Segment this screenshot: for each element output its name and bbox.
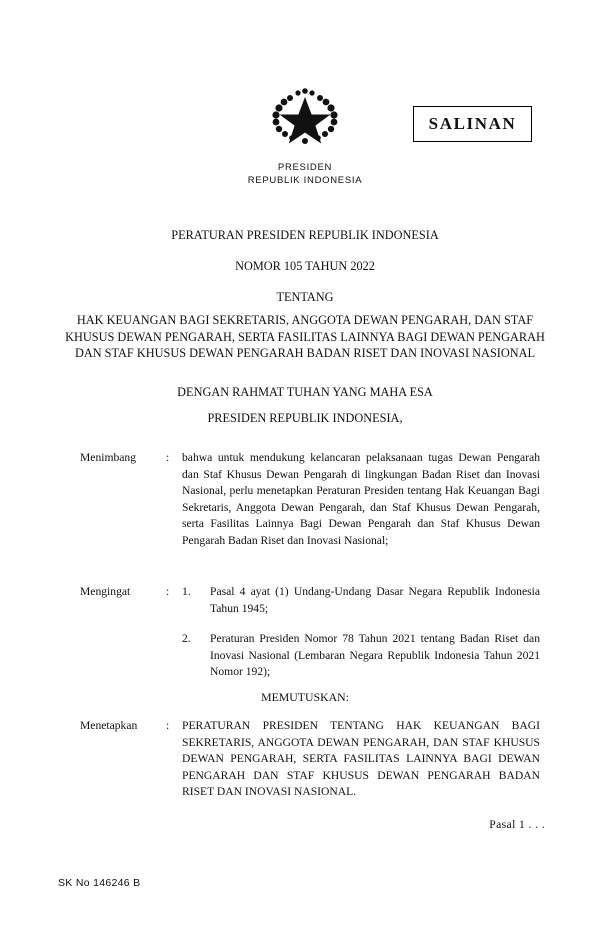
mengingat-label: Mengingat [80, 585, 131, 598]
presiden-line: PRESIDEN REPUBLIK INDONESIA, [207, 411, 403, 425]
rahmat-line: DENGAN RAHMAT TUHAN YANG MAHA ESA [177, 385, 433, 399]
title-line-1: PERATURAN PRESIDEN REPUBLIK INDONESIA [171, 228, 439, 242]
emblem-caption-line1: PRESIDEN [277, 162, 333, 173]
clause-mengingat [80, 584, 540, 681]
menimbang-label: Menimbang [80, 451, 137, 464]
garuda-star-wreath-emblem [264, 86, 346, 148]
clause-menimbang [80, 450, 540, 550]
title-line-3: TENTANG [276, 290, 334, 304]
mengingat-list [182, 584, 540, 681]
list-item-number: 2. [182, 632, 191, 646]
menetapkan-text: PERATURAN PRESIDEN TENTANG HAK KEUANGAN BAGI SEKRETARIS, ANGGOTA DEWAN PENGARAH, DAN STAF KHUSUS DEWAN PENGARAH, SERTA FASILITAS LAINNYA BAGI DEWAN PENGARAH DAN STAF KHUSUS DEWAN PENGARAH BADAN RISET DAN INOVASI NASIONAL. [182, 719, 540, 799]
list-item [182, 631, 540, 681]
list-item [182, 584, 540, 617]
mengingat-colon: : [166, 585, 170, 598]
clause-menetapkan [80, 718, 540, 801]
menetapkan-label: Menetapkan [80, 719, 138, 732]
list-item-text: Peraturan Presiden Nomor 78 Tahun 2021 tentang Badan Riset dan Inovasi Nasional (Lembaran Negara Republik Indonesia Tahun 2021 Nomor 192); [210, 632, 540, 679]
salinan-label: SALINAN [428, 114, 517, 133]
salinan-stamp [413, 106, 532, 142]
document-title-block [55, 224, 555, 362]
continuation-note: Pasal 1 . . . [489, 818, 545, 831]
emblem-caption-line2: REPUBLIK INDONESIA [247, 175, 363, 186]
memutuskan-heading: MEMUTUSKAN: [261, 690, 349, 704]
menimbang-colon: : [166, 451, 170, 464]
sk-number: SK No 146246 B [58, 877, 141, 889]
menimbang-text: bahwa untuk mendukung kelancaran pelaksanaan tugas Dewan Pengarah dan Staf Khusus Dewan Pengarah di lingkungan Badan Riset dan Inovasi Nasional, perlu menetapkan Peraturan Presiden tentang Hak Keuangan Bagi Sekretaris, Anggota Dewan Pengarah, dan Staf Khusus Dewan Pengarah, serta Fasilitas Lainnya Bagi Dewan Pengarah dan Staf Khusus Dewan Pengarah Badan Riset dan Inovasi Nasional; [182, 451, 540, 547]
list-item-text: Pasal 4 ayat (1) Undang-Undang Dasar Negara Republik Indonesia Tahun 1945; [210, 585, 540, 615]
emblem-caption [0, 161, 610, 187]
list-item-number: 1. [182, 585, 191, 598]
title-subject: HAK KEUANGAN BAGI SEKRETARIS, ANGGOTA DEWAN PENGARAH, DAN STAF KHUSUS DEWAN PENGARAH, SERTA FASILITAS LAINNYA BAGI DEWAN PENGARAH DAN STAF KHUSUS DEWAN PENGARAH BADAN RISET DAN INOVASI NASIONAL [65, 313, 545, 360]
title-line-2: NOMOR 105 TAHUN 2022 [235, 259, 375, 273]
menetapkan-colon: : [166, 719, 170, 732]
